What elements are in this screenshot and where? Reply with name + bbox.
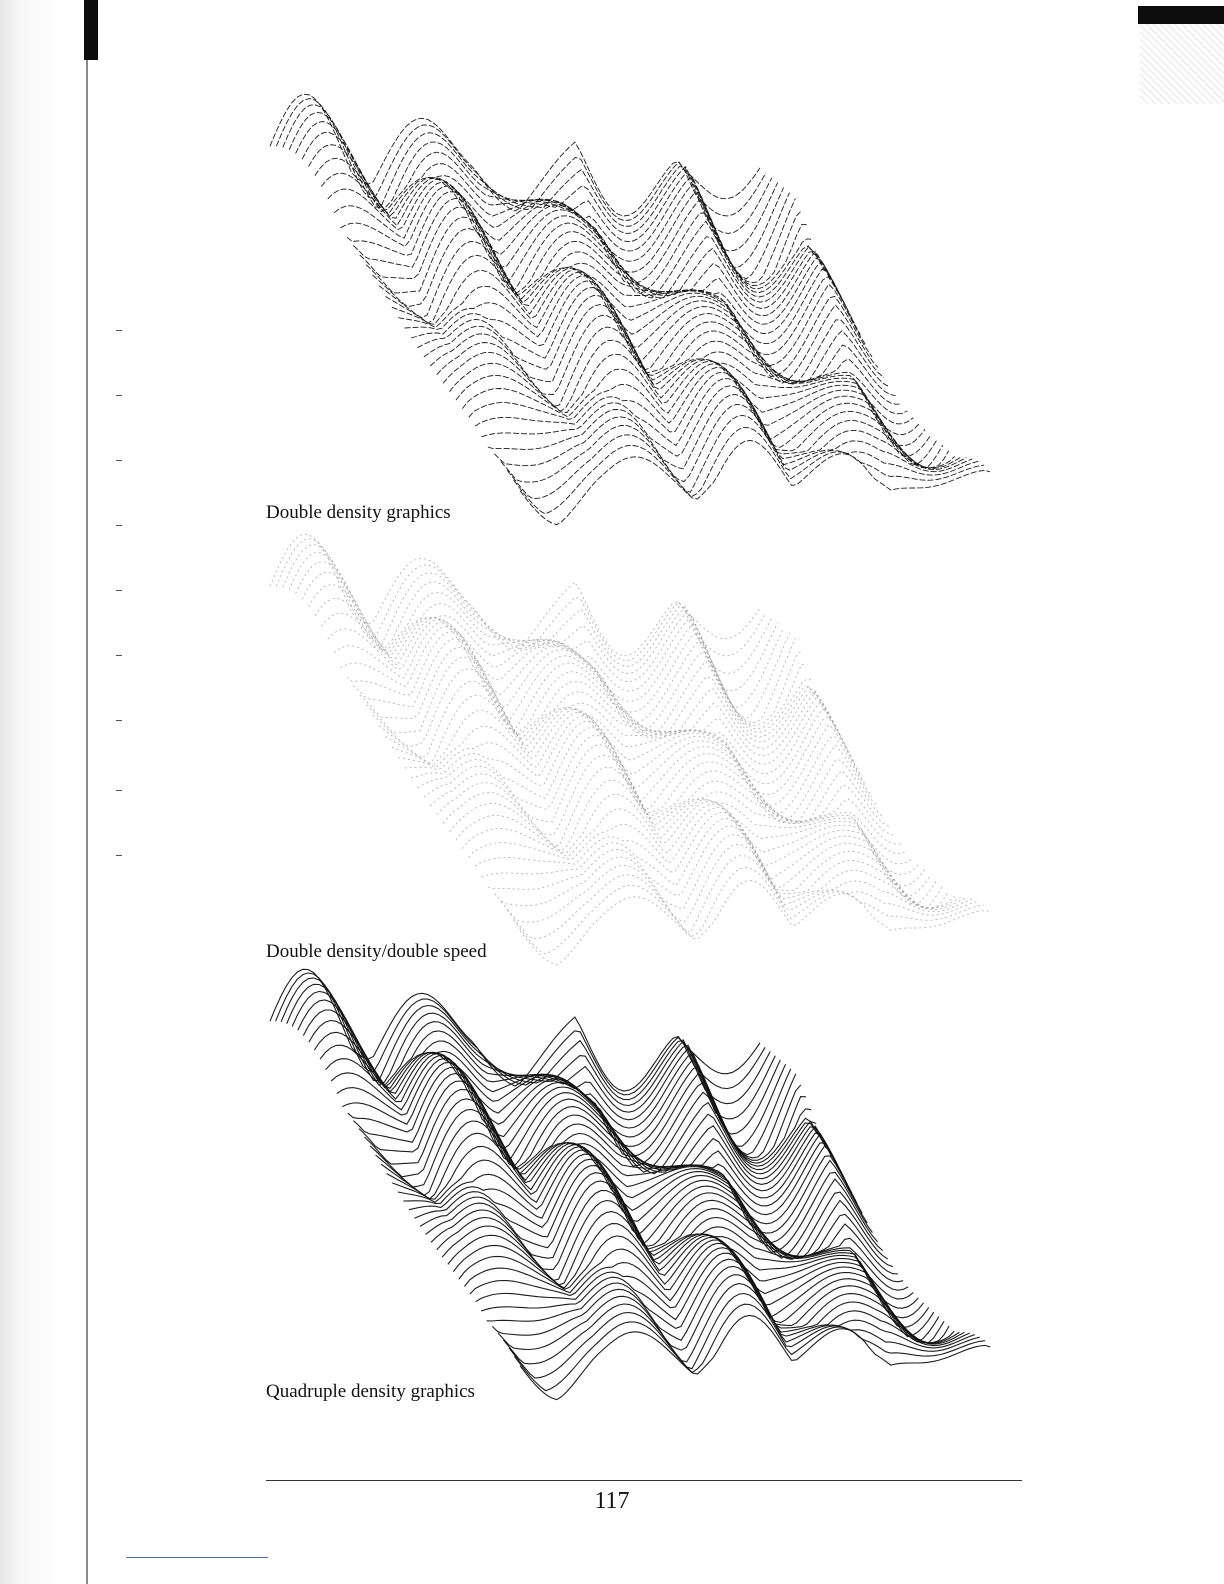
wireframe-surface-plot [260, 995, 1000, 1395]
wireframe-contour-line [334, 622, 819, 738]
wireframe-contour-line [321, 613, 807, 728]
wireframe-contour-line [353, 199, 836, 316]
wireframe-contour-line [360, 207, 843, 324]
margin-tick [116, 525, 122, 526]
wireframe-contour-line [296, 122, 784, 269]
wireframe-contour-line [520, 440, 990, 524]
wireframe-contour-line [302, 573, 789, 719]
wireframe-contour-line [379, 682, 860, 795]
page-number: 117 [594, 1488, 630, 1514]
wireframe-figure-double-density [260, 120, 1000, 520]
margin-tick [116, 720, 122, 721]
wireframe-contour-line [498, 1275, 970, 1350]
scan-binding-mark [84, 0, 98, 60]
wireframe-contour-line [276, 539, 766, 661]
wireframe-contour-line [353, 639, 836, 756]
wireframe-surface-plot [260, 560, 1000, 960]
wireframe-contour-line [379, 242, 860, 355]
wireframe-contour-line [270, 534, 760, 656]
wireframe-contour-line [424, 296, 902, 405]
wireframe-contour-line [520, 1315, 990, 1399]
wireframe-contour-line [398, 712, 878, 823]
wireframe-contour-line [360, 647, 843, 764]
wireframe-figure-quadruple-density [260, 995, 1000, 1395]
scan-edge-shadow [0, 0, 100, 1584]
wireframe-contour-line [392, 710, 872, 817]
scan-binding-line [86, 60, 88, 1584]
margin-tick [116, 395, 122, 396]
footer-link-underline [126, 1557, 268, 1558]
wireframe-contour-line [411, 281, 890, 387]
wireframe-contour-line [514, 868, 985, 954]
wireframe-contour-line [494, 835, 966, 910]
wireframe-contour-line [520, 880, 990, 964]
wireframe-contour-line [328, 619, 813, 733]
wireframe-contour-line [342, 1062, 826, 1178]
wireframe-contour-line [366, 657, 848, 773]
margin-tick [116, 590, 122, 591]
margin-tick [116, 330, 122, 331]
wireframe-contour-line [462, 804, 937, 905]
wireframe-contour-line [514, 1304, 985, 1391]
wireframe-contour-line [373, 229, 855, 344]
figure-caption: Double density/double speed [266, 941, 487, 962]
wireframe-contour-line [443, 767, 919, 875]
wireframe-contour-line [424, 736, 902, 845]
wireframe-contour-line [296, 562, 784, 709]
scan-corner-noise [1140, 24, 1224, 104]
wireframe-contour-line [341, 626, 825, 742]
wireframe-contour-line [373, 669, 855, 784]
wireframe-contour-line [270, 969, 760, 1091]
margin-tick [116, 790, 122, 791]
margin-tick [116, 855, 122, 856]
scan-corner-mark [1138, 6, 1224, 24]
footer-rule [266, 1480, 1022, 1481]
wireframe-contour-line [314, 1032, 801, 1160]
wireframe-contour-line [417, 288, 895, 396]
wireframe-contour-line [507, 855, 978, 938]
margin-tick [116, 460, 122, 461]
wireframe-contour-line [488, 386, 961, 469]
figure-caption: Double density graphics [266, 502, 451, 523]
wireframe-contour-line [494, 395, 966, 470]
wireframe-contour-line [309, 585, 796, 723]
wireframe-contour-line [501, 404, 973, 482]
figure-caption: Quadruple density graphics [266, 1381, 475, 1402]
wireframe-contour-line [276, 99, 766, 221]
wireframe-contour-line [417, 728, 895, 836]
wireframe-contour-line [289, 552, 778, 691]
wireframe-contour-line [321, 173, 807, 288]
margin-tick [116, 655, 122, 656]
wireframe-surface-plot [260, 120, 1000, 520]
wireframe-contour-line [450, 340, 926, 446]
wireframe-contour-line [501, 844, 973, 922]
wireframe-contour-line [437, 316, 914, 424]
wireframe-figure-double-speed [260, 560, 1000, 960]
wireframe-contour-line [450, 780, 926, 886]
wireframe-contour-line [270, 94, 760, 216]
wireframe-contour-line [437, 756, 914, 864]
wireframe-contour-line [503, 1284, 974, 1364]
wireframe-contour-line [453, 1224, 928, 1328]
